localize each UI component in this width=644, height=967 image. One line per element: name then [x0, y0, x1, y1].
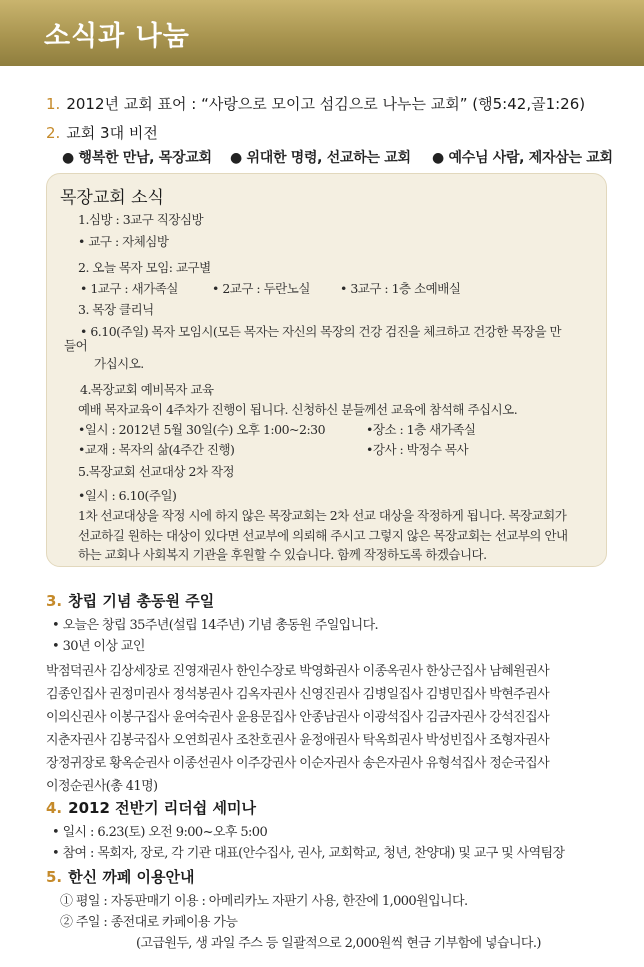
item-1-text: 2012년 교회 표어 : “사랑으로 모이고 섬김으로 나누는 교회” (행5:42,골1:26): [66, 95, 586, 113]
item-5-number: 5.: [46, 868, 63, 886]
mission-text-3: 하는 교회나 사회복지 기관을 후원할 수 있습니다. 함께 작정하도록 하겠습니다.: [78, 547, 487, 562]
cafe-sunday: ② 주일 : 종전대로 카페이용 가능: [60, 915, 238, 930]
banner-title: 소식과 나눔: [44, 21, 190, 52]
item-1-motto: [46, 93, 585, 114]
training-date: •일시 : 2012년 5월 30일(수) 오후 1:00~2:30: [78, 422, 326, 437]
clinic-detail-end: 가십시오.: [94, 356, 144, 371]
district-1-room: • 1교구 : 새가족실: [80, 281, 178, 296]
names-row-6: 이정순권사(총 41명): [46, 779, 158, 794]
mission-date: •일시 : 6.10(주일): [78, 488, 177, 503]
members-30years: • 30년 이상 교인: [52, 639, 145, 654]
mission-text-1: 1차 선교대상을 작정 시에 하지 않은 목장교회는 2차 선교 대상을 작정하게 됩니다. 목장교회가: [78, 508, 567, 523]
clinic-line: 3. 목장 클리닉: [78, 302, 154, 317]
mission-heading: 5.목장교회 선교대상 2차 작정: [78, 464, 235, 479]
seminar-participants: • 참여 : 목회자, 장로, 각 기관 대표(안수집사, 권사, 교회학교, 청년, 찬양대) 및 교구 및 사역팀장: [52, 846, 565, 861]
cafe-note: (고급원두, 생 과일 주스 등 일괄적으로 2,000원씩 현금 기부함에 넣습니다.): [136, 936, 541, 951]
mission-text-2: 선교하길 원하는 대상이 있다면 선교부에 의뢰해 주시고 그렇지 않은 목장교회는 선교부의 안내: [78, 528, 568, 543]
seminar-date: • 일시 : 6.23(토) 오전 9:00~오후 5:00: [52, 825, 268, 840]
cafe-weekday: ① 평일 : 자동판매기 이용 : 아메리카노 자판기 사용, 한잔에 1,000원입니다.: [60, 894, 468, 909]
vision-2: ● 위대한 명령, 선교하는 교회: [230, 150, 411, 166]
names-row-5: 장정귀장로 황옥순권사 이종선권사 이주강권사 이순자권사 송은자권사 유형석집사 정순국집사: [46, 756, 550, 771]
district-visit-line: • 교구 : 자체심방: [78, 234, 169, 249]
clinic-detail-wrap: 들어: [64, 338, 88, 353]
vision-3: ● 예수님 사람, 제자삼는 교회: [432, 150, 613, 166]
leader-meeting-line: 2. 오늘 목자 모임: 교구별: [78, 260, 211, 275]
item-1-number: 1.: [46, 95, 61, 113]
training-speaker: •강사 : 박정수 목사: [366, 442, 469, 457]
item-3-heading: [46, 590, 214, 611]
names-row-4: 지춘자권사 김봉국집사 오연희권사 조찬호권사 윤정애권사 탁옥희권사 박성빈집사 조형자권사: [46, 733, 550, 748]
item-5-title: 한신 까페 이용안내: [68, 868, 195, 886]
training-textbook: •교재 : 목자의 삶(4주간 진행): [78, 442, 235, 457]
section-banner: [0, 0, 644, 66]
item-4-title: 2012 전반기 리더쉽 세미나: [68, 799, 256, 817]
item-4-number: 4.: [46, 799, 63, 817]
item-2-number: 2.: [46, 124, 61, 142]
names-row-3: 이의신권사 이봉구집사 윤여숙권사 윤용문집사 안종남권사 이광석집사 김금자권사 강석진집사: [46, 710, 550, 725]
anniversary-text: • 오늘은 창립 35주년(설립 14주년) 기념 총동원 주일입니다.: [52, 618, 379, 633]
leader-training-text: 예배 목자교육이 4주차가 진행이 됩니다. 신청하신 분들께선 교육에 참석해 주십시오.: [78, 402, 518, 417]
district-3-room: • 3교구 : 1층 소예배실: [340, 281, 461, 296]
leader-training-heading: 4.목장교회 예비목자 교육: [80, 382, 214, 397]
item-2-title: 교회 3대 비전: [66, 124, 158, 142]
vision-1: ● 행복한 만남, 목장교회: [62, 150, 212, 166]
clinic-detail-line: • 6.10(주일) 목자 모임시(모든 목자는 자신의 목장의 건강 검진을 체크하고 건강한 목장을 만: [80, 324, 562, 339]
item-5-heading: [46, 866, 195, 887]
visit-line: 1.심방 : 3교구 직장심방: [78, 212, 204, 227]
mokjang-news-title: 목장교회 소식: [60, 188, 164, 208]
item-3-title: 창립 기념 총동원 주일: [68, 592, 215, 610]
item-4-heading: [46, 797, 256, 818]
names-row-1: 박점덕권사 김상세장로 진영재권사 한인수장로 박영화권사 이종옥권사 한상근집사 남혜원권사: [46, 664, 550, 679]
item-3-number: 3.: [46, 592, 63, 610]
item-2-heading: [46, 122, 158, 143]
names-row-2: 김종인집사 권정미권사 정석봉권사 김옥자권사 신영진권사 김병일집사 김병민집사 박현주권사: [46, 687, 550, 702]
training-place: •장소 : 1층 새가족실: [366, 422, 476, 437]
district-2-room: • 2교구 : 두란노실: [212, 281, 310, 296]
